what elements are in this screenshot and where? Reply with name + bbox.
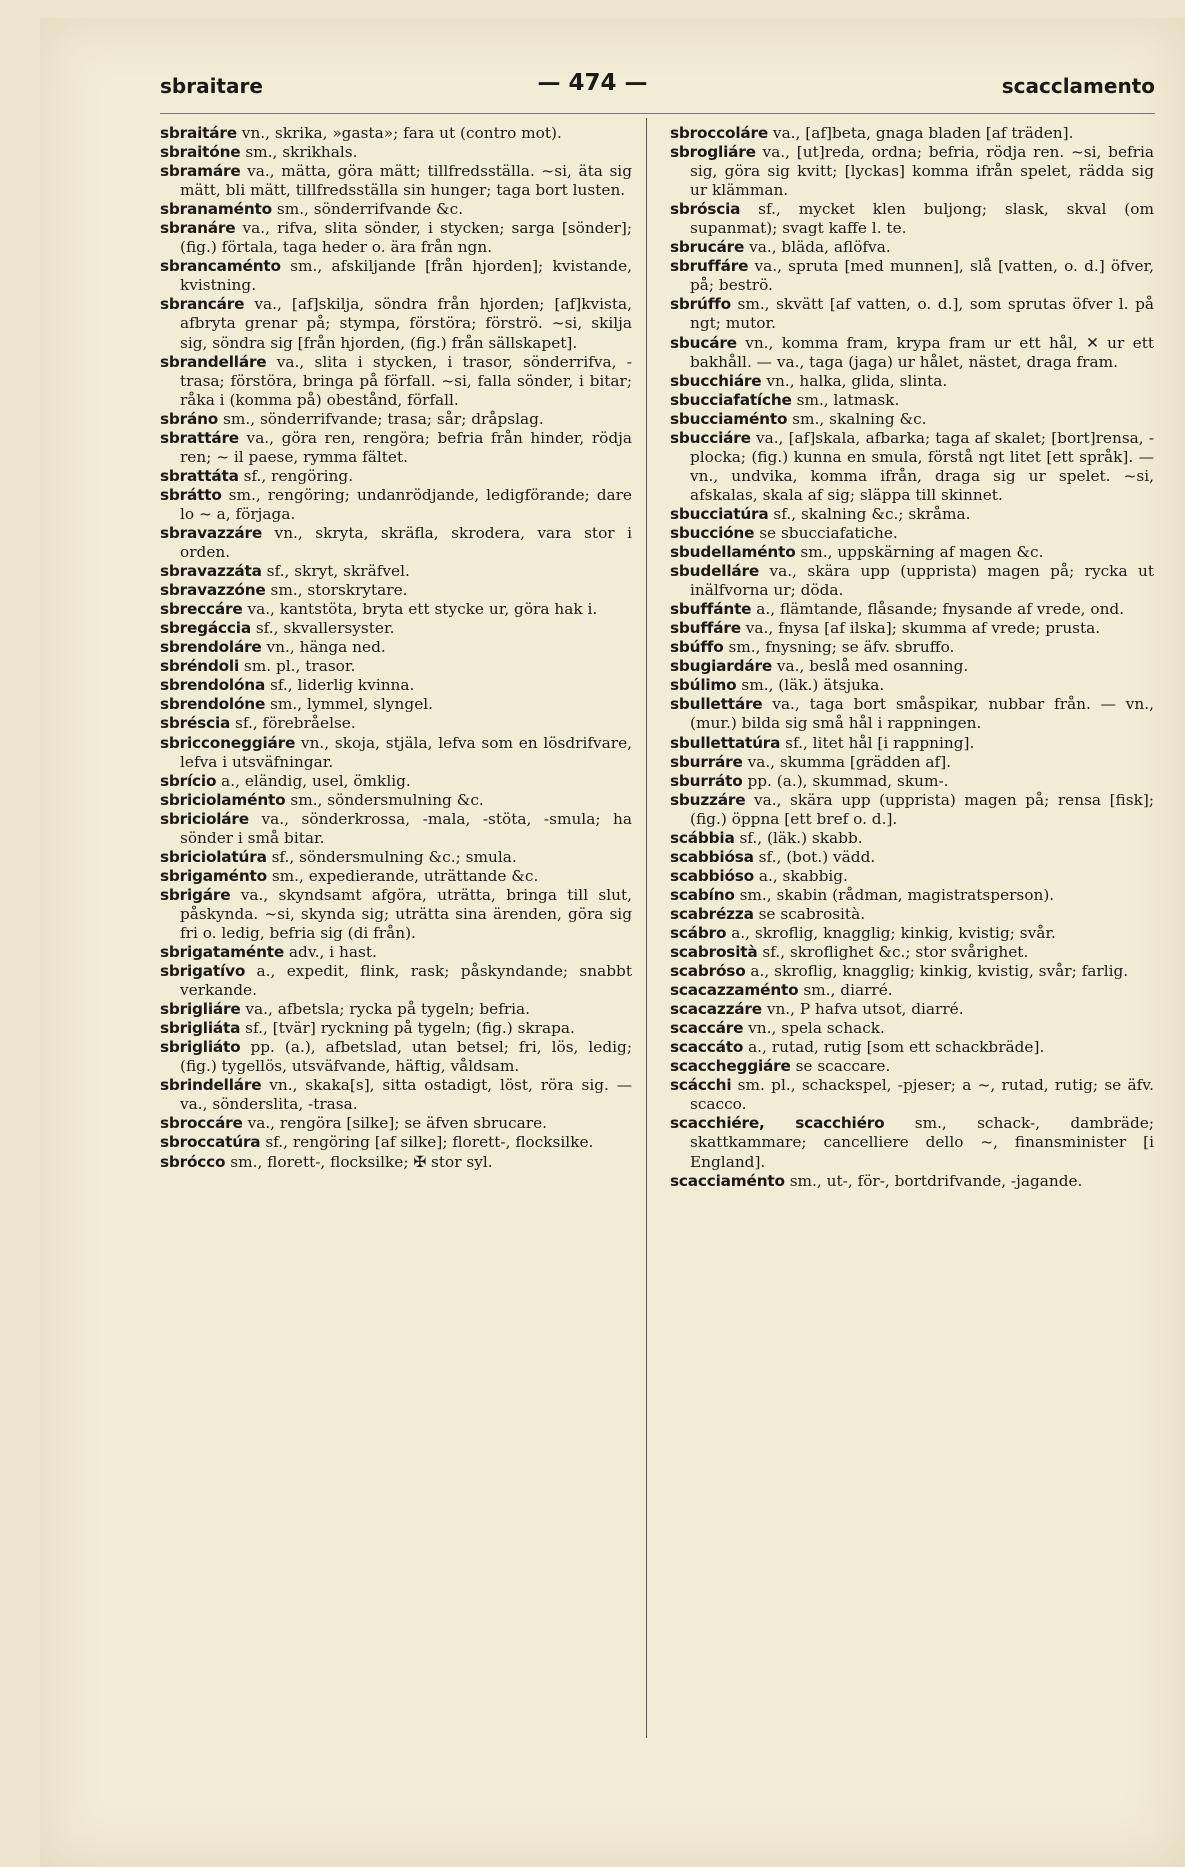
headword: sbudelláre [670,562,759,581]
dictionary-entry [160,295,632,352]
definition: sf., rengöring. [243,466,354,485]
column-divider [646,118,647,1738]
headword: sbrigatívo [160,962,246,981]
headword: sbugiardáre [670,657,772,676]
definition: a., flämtande, flåsande; fnysande af vrede, ond. [756,600,1125,619]
dictionary-entry [160,162,632,200]
definition: sf., söndersmulning &c.; smula. [271,847,517,866]
definition: sm., storskrytare. [270,581,408,600]
definition: a., rutad, rutig [som ett schackbräde]. [748,1038,1045,1057]
dictionary-entry [160,353,632,410]
running-head-right: scacclamento [1001,74,1155,98]
headword: sbullettáre [670,695,763,714]
headword: sbrendolóne [160,695,266,714]
headword: sbravazzáre [160,523,263,542]
dictionary-entry [160,791,632,810]
headword: sbregáccia [160,619,251,638]
headword: sbrigáre [160,885,231,904]
dictionary-entry [160,1019,632,1038]
definition: sf., mycket klen buljong; slask, skval (om supanmat); svagt kaffe l. te. [690,200,1154,238]
definition: sm., schack-, dambräde; skattkammare; cancelliere dello ~, finansminister [i England]. [690,1114,1154,1171]
headword: sbróscia [670,200,741,219]
definition: va., [af]skala, afbarka; taga af skalet; [bort]rensa, -plocka; (fig.) kunna en smula, förstå ngt litet [ett språk]. — vn., undvika, komma ifrån, draga sig ur spelet. ~si, afskalas, skala af sig; släppa till skinnet. [690,428,1154,504]
definition: pp. (a.), afbetslad, utan betsel; fri, lös, ledig; (fig.) tygellös, utsväfvande, häftig, våldsam. [180,1038,632,1076]
definition: va., [af]skilja, söndra från hjorden; [af]kvista, afbryta grenar på; stympa, förstöra; förströ. ~si, skilja sig, söndra sig [från hjorden, (fig.) från sällskapet]. [180,295,632,352]
dictionary-entry [670,734,1154,753]
definition: sf., (läk.) skabb. [739,828,863,847]
dictionary-entry [670,1114,1154,1171]
headword: sbrigliáta [160,1019,241,1038]
headword: sburráto [670,771,743,790]
definition: sm. pl., trasor. [243,657,356,676]
definition: sm., rengöring; undanrödjande, ledigförande; dare lo ~ a, förjaga. [180,485,632,523]
definition: vn., komma fram, krypa fram ur ett hål, ✕ ur ett bakhåll. — va., taga (jaga) ur hålet, nästet, draga fram. [690,333,1154,371]
dictionary-entry [670,1057,1154,1076]
definition: sm., uppskärning af magen &c. [800,543,1044,562]
headword: scácchi [670,1076,732,1095]
dictionary-entry [670,886,1154,905]
headword: scaccáto [670,1038,744,1057]
definition: sf., skroflighet &c.; stor svårighet. [762,943,1029,962]
dictionary-entry [670,981,1154,1000]
definition: sm., ut-, för-, bortdrifvande, -jagande. [789,1171,1083,1190]
headword: sbúlimo [670,676,737,695]
headword: sbucchiáre [670,371,762,390]
definition: sf., skalning &c.; skråma. [773,504,971,523]
dictionary-entry [670,943,1154,962]
dictionary-entry [160,467,632,486]
headword: sbrandelláre [160,352,267,371]
dictionary-entry [670,753,1154,772]
headword: scabíno [670,885,735,904]
dictionary-entry [670,391,1154,410]
headword: sbrancáre [160,295,245,314]
headword: sbuffáre [670,619,741,638]
definition: sm., skrikhals. [245,143,358,162]
headword: sbraitóne [160,143,241,162]
dictionary-entry [160,143,632,162]
headword: sbrigataménte [160,943,285,962]
definition: se sbucciafatiche. [759,523,898,542]
headword: sbrátto [160,485,222,504]
dictionary-entry [670,600,1154,619]
definition: sm., expedierande, uträttande &c. [271,866,539,885]
dictionary-entry [670,924,1154,943]
headword: sbuffánte [670,600,752,619]
dictionary-entry [160,714,632,733]
definition: a., skroflig, knagglig; kinkig, kvistig; svår. [731,923,1056,942]
headword: sbrogliáre [670,143,756,162]
headword: sbrendoláre [160,638,262,657]
dictionary-entry [160,1153,632,1172]
headword: sbuzzáre [670,790,746,809]
headword: sbrúffo [670,295,731,314]
headword: scabrosità [670,943,758,962]
headword: sbranáre [160,219,236,238]
definition: sf., rengöring [af silke]; florett-, flocksilke. [265,1133,594,1152]
definition: va., beslå med osanning. [776,657,969,676]
dictionary-entry [160,429,632,467]
headword: sbrucáre [670,238,745,257]
headword: sbrindelláre [160,1076,262,1095]
dictionary-entry [670,505,1154,524]
headword: scaccheggiáre [670,1057,791,1076]
dictionary-entry [670,562,1154,600]
dictionary-entry [670,1019,1154,1038]
headword: scacciaménto [670,1171,785,1190]
headword: scacchiére, scacchiéro [670,1114,885,1133]
definition: se scabrosità. [758,904,866,923]
dictionary-entry [160,886,632,943]
headword: sbucciaménto [670,409,788,428]
headword: sbranaménto [160,200,272,219]
left-column [160,124,632,1172]
headword: sbráno [160,409,219,428]
dictionary-entry [670,657,1154,676]
headword: sbrancaménto [160,257,281,276]
definition: adv., i hast. [288,943,377,962]
definition: sm., diarré. [803,981,893,1000]
definition: sm., skvätt [af vatten, o. d.], som sprutas öfver l. på ngt; mutor. [690,295,1154,333]
definition: va., afbetsla; rycka på tygeln; befria. [245,1000,531,1019]
definition: sm., söndersmulning &c. [290,790,484,809]
definition: va., skyndsamt afgöra, uträtta, bringa till slut, påskynda. ~si, skynda sig; uträtta sina ärenden, göra sig fri o. ledig, befria sig (di från). [180,885,632,942]
headword: sbullettatúra [670,733,781,752]
headword: sbucciatúra [670,504,769,523]
headword: scabbiósa [670,847,754,866]
definition: va., mätta, göra mätt; tillfredsställa. ~si, äta sig mätt, bli mätt, tillfredsställa sin hunger; taga bort lusten. [180,162,632,200]
definition: sf., litet hål [i rappning]. [785,733,975,752]
dictionary-entry [670,619,1154,638]
definition: sf., skryt, skräfvel. [266,562,410,581]
headword: sbróccо [160,1152,226,1171]
definition: sm., afskiljande [från hjorden]; kvistande, kvistning. [180,257,632,295]
headword: sbravazzóne [160,581,266,600]
definition: va., taga bort småspikar, nubbar från. — vn., (mur.) bilda sig små hål i rappningen. [690,695,1154,733]
dictionary-entry [160,257,632,295]
dictionary-entry [160,1114,632,1133]
definition: pp. (a.), skummad, skum-. [747,771,949,790]
dictionary-entry [160,962,632,1000]
headword: scaccáre [670,1019,744,1038]
running-head-left: sbraitare [160,74,263,98]
definition: sm., (läk.) ätsjuka. [741,676,885,695]
headword: scabróso [670,962,746,981]
definition: sm., florett-, flocksilke; ✠ stor syl. [230,1152,493,1171]
dictionary-entry [160,524,632,562]
definition: sm., fnysning; se äfv. sbruffo. [728,638,955,657]
headword: sburráre [670,752,743,771]
dictionary-entry [160,867,632,886]
dictionary-entry [160,562,632,581]
definition: sm., lymmel, slyngel. [270,695,434,714]
dictionary-entry [160,734,632,772]
definition: va., skära upp (upprista) magen på; rycka ut inälfvorna ur; döda. [690,562,1154,600]
definition: a., expedit, flink, rask; påskyndande; snabbt verkande. [180,962,632,1000]
headword: sbroccoláre [670,124,769,142]
headword: sbucáre [670,333,737,352]
dictionary-entry [670,1076,1154,1114]
definition: va., kantstöta, bryta ett stycke ur, göra hak i. [247,600,598,619]
headword: sbramáre [160,162,241,181]
headword: sbricconeggiáre [160,733,296,752]
dictionary-entry [160,410,632,429]
dictionary-entry [670,372,1154,391]
definition: sm. pl., schackspel, -pjeser; a ~, rutad, rutig; se äfv. scacco. [690,1076,1154,1114]
definition: sm., sönderrifvande &c. [276,200,464,219]
dictionary-entry [670,1172,1154,1191]
definition: sf., [tvär] ryckning på tygeln; (fig.) skrapa. [245,1019,575,1038]
dictionary-entry [670,695,1154,733]
dictionary-entry [160,772,632,791]
dictionary-entry [670,962,1154,981]
dictionary-entry [670,676,1154,695]
dictionary-entry [160,1133,632,1152]
dictionary-entry [670,295,1154,333]
definition: a., skabbig. [758,866,848,885]
headword: sbroccatúra [160,1133,261,1152]
headword: scabrézza [670,904,754,923]
definition: va., slita i stycken, i trasor, sönderrifva, -trasa; förstöra, bringa på förfall. ~si, falla sönder, i bitar; råka i (komma på) obestånd, förfall. [180,352,632,409]
headword: sbraitáre [160,124,237,142]
dictionary-entry [670,124,1154,143]
definition: sf., förebråelse. [235,714,356,733]
definition: va., [ut]reda, ordna; befria, rödja ren. ~si, befria sig, göra sig kvitt; [lyckas] komma ifrån spelet, rädda sig ur klämman. [690,143,1154,200]
definition: sm., latmask. [796,390,900,409]
headword: sbucciafatíche [670,390,792,409]
dictionary-entry [670,143,1154,200]
headword: scacazzaménto [670,981,799,1000]
headword: sbroccáre [160,1114,243,1133]
definition: va., skära upp (upprista) magen på; rensa [fisk]; (fig.) öppna [ett bref o. d.]. [690,790,1154,828]
dictionary-entry [670,257,1154,295]
definition: va., bläda, aflöfva. [749,238,891,257]
definition: a., eländig, usel, ömklig. [221,771,411,790]
definition: sm., sönderrifvande; trasa; sår; dråpslag. [223,409,544,428]
headword: sbrigaménto [160,866,267,885]
headword: scabbióso [670,866,754,885]
headword: sbudellaménto [670,543,796,562]
headword: sbúffo [670,638,724,657]
header-rule [160,113,1155,114]
dictionary-entry [160,1076,632,1114]
dictionary-entry [670,524,1154,543]
dictionary-entry [160,219,632,257]
headword: sbricioláre [160,809,249,828]
page-number: — 474 — [537,70,648,96]
definition: vn., spela schack. [748,1019,885,1038]
definition: va., sönderkrossa, -mala, -stöta, -smula; ha sönder i små bitar. [180,809,632,847]
definition: se scaccare. [795,1057,891,1076]
dictionary-entry [160,810,632,848]
definition: sm., skalning &c. [792,409,927,428]
headword: scábro [670,923,727,942]
definition: vn., skoja, stjäla, lefva som en lösdrifvare, lefva i utsväfningar. [180,733,632,771]
definition: vn., hänga ned. [266,638,386,657]
definition: vn., P hafva utsot, diarré. [766,1000,964,1019]
dictionary-entry [160,695,632,714]
dictionary-entry [160,200,632,219]
definition: a., skroflig, knagglig; kinkig, kvistig, svår; farlig. [750,962,1129,981]
dictionary-entry [670,238,1154,257]
dictionary-entry [670,429,1154,505]
dictionary-entry [670,848,1154,867]
dictionary-entry [160,1000,632,1019]
definition: sf., skvallersyster. [255,619,395,638]
headword: sbravazzáta [160,562,262,581]
dictionary-entry [160,943,632,962]
dictionary-entry [670,1038,1154,1057]
dictionary-entry [670,867,1154,886]
definition: sm., skabin (rådman, magistratsperson). [739,885,1055,904]
headword: sbriciolaménto [160,790,286,809]
dictionary-entry [160,619,632,638]
dictionary-entry [160,1038,632,1076]
definition: vn., skaka[s], sitta ostadigt, löst, röra sig. — va., sönderslita, -trasa. [180,1076,632,1114]
dictionary-entry [670,410,1154,429]
definition: sf., (bot.) vädd. [758,847,876,866]
headword: sbruffáre [670,257,749,276]
headword: scacazzáre [670,1000,762,1019]
definition: va., [af]beta, gnaga bladen [af träden]. [772,124,1074,142]
dictionary-entry [160,657,632,676]
headword: sbreccáre [160,600,243,619]
headword: sbrigliáto [160,1038,241,1057]
headword: sbréndoli [160,657,240,676]
definition: sf., liderlig kvinna. [269,676,415,695]
definition: va., spruta [med munnen], slå [vatten, o. d.] öfver, på; beströ. [690,257,1154,295]
dictionary-entry [670,791,1154,829]
headword: sbrigliáre [160,1000,241,1019]
dictionary-entry [670,543,1154,562]
dictionary-entry [160,581,632,600]
dictionary-entry [160,124,632,143]
definition: va., göra ren, rengöra; befria från hinder, rödja ren; ~ il paese, rymma fältet. [180,428,632,466]
headword: sbrendolóna [160,676,266,695]
dictionary-entry [670,829,1154,848]
headword: sbrattáre [160,428,239,447]
definition: vn., skryta, skräfla, skrodera, vara stor i orden. [180,523,632,562]
dictionary-entry [160,600,632,619]
headword: sbucciáre [670,428,751,447]
dictionary-entry [670,1000,1154,1019]
headword: scábbia [670,828,735,847]
definition: va., rifva, slita sönder, i stycken; sarga [sönder]; (fig.) förtala, taga heder o. ära från ngn. [180,219,632,257]
definition: vn., halka, glida, slinta. [766,371,948,390]
dictionary-entry [670,200,1154,238]
headword: sbréscia [160,714,231,733]
definition: va., rengöra [silke]; se äfven sbrucare. [247,1114,548,1133]
headword: sbriciolatúra [160,847,267,866]
dictionary-entry [670,772,1154,791]
dictionary-entry [160,676,632,695]
dictionary-entry [160,848,632,867]
dictionary-entry [670,638,1154,657]
dictionary-entry [160,638,632,657]
definition: va., skumma [grädden af]. [747,752,952,771]
right-column [670,124,1154,1191]
headword: sbuccióne [670,523,755,542]
headword: sbrício [160,771,217,790]
dictionary-entry [160,486,632,524]
headword: sbrattáta [160,466,239,485]
definition: va., fnysa [af ilska]; skumma af vrede; prusta. [745,619,1101,638]
dictionary-entry [670,905,1154,924]
dictionary-entry [670,334,1154,372]
definition: vn., skrika, »gasta»; fara ut (contro mot). [241,124,562,142]
